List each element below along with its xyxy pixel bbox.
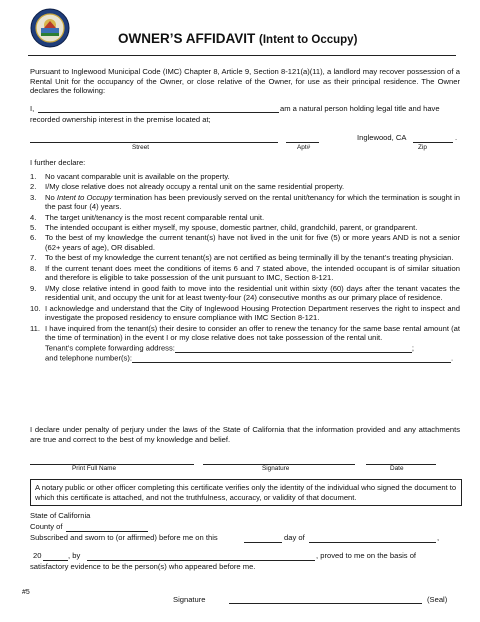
notary-signature-label: Signature <box>173 595 206 604</box>
list-item <box>30 324 460 363</box>
item-text: I/My close relative intend in good faith to move into the residential unit within sixty (60) days after the tenant vacates the residential unit, and occupy the unit for at least twenty-four (24) consecutive months as our primary place of residence. <box>45 283 460 303</box>
declarant-line2: recorded ownership interest in the premise located at; <box>30 115 211 124</box>
forwarding-address-label: Tenant’s complete forwarding address: <box>45 343 175 353</box>
item-number: 3. <box>30 192 37 202</box>
date-caption: Date <box>390 465 404 472</box>
satisfactory-text: satisfactory evidence to be the person(s) who appeared before me. <box>30 562 256 571</box>
item-number: 10. <box>30 303 41 313</box>
proved-text: , proved to me on the basis of <box>316 551 417 560</box>
title-subtitle: (Intent to Occupy) <box>259 34 358 46</box>
item-number: 7. <box>30 253 37 263</box>
item-number: 2. <box>30 182 37 192</box>
address-period: . <box>455 133 458 142</box>
item-number: 6. <box>30 233 37 243</box>
item-text: termination has been previously served on the rental unit/tenancy for which the termination is sought in the past four (4) years. <box>45 192 460 212</box>
item-text-pre: No <box>45 192 57 202</box>
document-title <box>118 30 357 48</box>
subscribed-text: Subscribed and sworn to (or affirmed) before me on this <box>30 533 218 542</box>
item-text: The intended occupant is either myself, my spouse, domestic partner, child, grandchild, parent, or grandparent. <box>45 222 418 232</box>
item-number: 9. <box>30 283 37 293</box>
apt-caption: Apt# <box>297 144 311 151</box>
notary-signature-field[interactable] <box>229 603 422 604</box>
county-field[interactable] <box>66 531 148 532</box>
perjury-statement: I declare under penalty of perjury under the laws of the State of California that the information provided and any attachments are true and correct to the best of my knowledge and belief. <box>30 425 460 444</box>
notary-notice-box <box>30 479 462 506</box>
city-seal-logo <box>30 8 70 48</box>
notary-county-label: County of <box>30 522 63 531</box>
item-text: The target unit/tenancy is the most recent comparable rental unit. <box>45 212 265 222</box>
item-text: No vacant comparable unit is available on the property. <box>45 172 230 181</box>
list-item <box>30 182 460 192</box>
item-text: To the best of my knowledge the current tenant(s) are not certified as being terminally ill by the tenant’s treating physician. <box>45 253 454 263</box>
list-item <box>30 233 460 252</box>
seal-label: (Seal) <box>427 595 448 604</box>
list-item <box>30 223 460 233</box>
forwarding-address-row <box>45 343 460 353</box>
year-field[interactable] <box>43 560 68 561</box>
item-text: I acknowledge and understand that the City of Inglewood Housing Protection Department reserves the right to inspect and investigate the proposed residency to ensure compliance with IMC Section 8-121. <box>45 303 460 323</box>
zip-field[interactable] <box>413 142 453 143</box>
notary-notice-text: A notary public or other officer completing this certificate verifies only the identity of the individual who signed the document to which this certificate is attached, and not the truthfulness, accuracy, or validity of that document. <box>35 483 457 502</box>
day-field[interactable] <box>244 542 282 543</box>
telephone-row <box>45 353 460 363</box>
further-declare-label: I further declare: <box>30 158 86 167</box>
street-field[interactable] <box>30 142 278 143</box>
item-number: 5. <box>30 222 37 232</box>
forwarding-address-end: ; <box>411 343 414 353</box>
item-number: 4. <box>30 212 37 222</box>
date-comma: , <box>437 533 440 542</box>
owner-name-field[interactable] <box>38 112 279 113</box>
item-number: 1. <box>30 172 37 181</box>
declarations-list <box>30 172 460 364</box>
item-number: 8. <box>30 263 37 273</box>
telephone-label: and telephone number(s): <box>45 353 132 363</box>
form-number: #5 <box>22 589 30 596</box>
apt-field[interactable] <box>286 142 319 143</box>
telephone-end: . <box>450 353 454 363</box>
city-text: Inglewood, CA <box>357 133 407 142</box>
appeared-name-field[interactable] <box>87 560 315 561</box>
street-caption: Street <box>132 144 150 151</box>
item-text: I have inquired from the tenant(s) their desire to consider an offer to renew the tenancy for the same base rental amount (at the time of termination) in the event I or my close relative does not take possession of the rental unit. <box>45 323 460 343</box>
by-text: , by <box>68 551 81 560</box>
list-item <box>30 193 460 212</box>
item-number: 11. <box>30 323 40 333</box>
item-text-emphasis: Intent to Occupy <box>56 192 113 202</box>
forwarding-address-field[interactable] <box>175 343 412 353</box>
year-prefix: 20 <box>33 551 42 560</box>
list-item <box>30 284 460 303</box>
month-field[interactable] <box>309 542 436 543</box>
list-item <box>30 213 460 223</box>
print-name-caption: Print Full Name <box>72 465 117 472</box>
day-of-text: day of <box>284 533 305 542</box>
list-item <box>30 264 460 283</box>
signature-caption: Signature <box>262 465 290 472</box>
telephone-field[interactable] <box>132 353 454 363</box>
list-item <box>30 172 460 182</box>
item-text: To the best of my knowledge the current tenant(s) have not lived in the unit for five (5) or more years AND is not a senior (62+ years of age), OR disabled. <box>45 233 460 252</box>
item-text: If the current tenant does meet the conditions of items 6 and 7 stated above, the intended occupant is of similar situation and therefore is eligible to take possession of the unit pursuant to IMC, Section 8-121. <box>45 263 460 283</box>
zip-caption: Zip <box>418 144 427 151</box>
declarant-suffix: am a natural person holding legal title and have <box>280 104 440 113</box>
header-divider <box>28 55 456 56</box>
item-text: I/My close relative does not already occupy a rental unit on the same residential property. <box>45 182 345 192</box>
title-main: OWNER’S AFFIDAVIT <box>118 31 256 46</box>
list-item <box>30 304 460 323</box>
list-item <box>30 253 460 263</box>
notary-state: State of California <box>30 511 91 520</box>
declarant-prefix: I, <box>30 104 35 113</box>
intro-paragraph: Pursuant to Inglewood Municipal Code (IMC) Chapter 8, Article 9, Section 8-121(a)(11), a landlord may recover possession of a Rental Unit for the occupancy of the Owner, or close relative of the Owner, for use as their principal residence. The Owner declares the following: <box>30 67 460 96</box>
